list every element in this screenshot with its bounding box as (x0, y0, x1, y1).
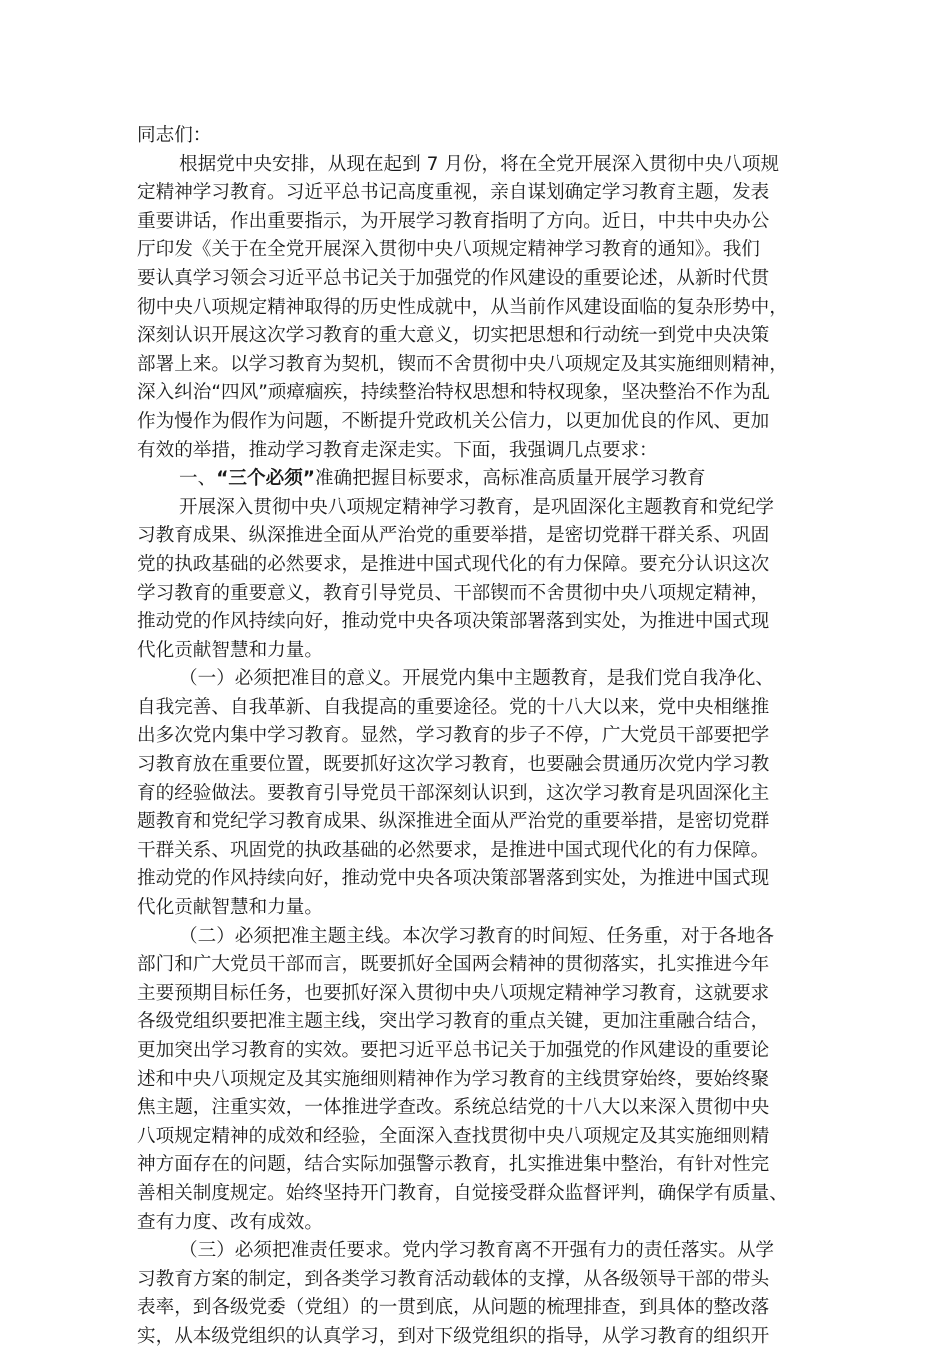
text-line: 焦主题，注重实效，一体推进学查改。系统总结党的十八大以来深入贯彻中央 (137, 1097, 770, 1119)
paragraph-overview (137, 494, 813, 666)
paragraph-point-2 (137, 923, 813, 1238)
text-line: 习教育方案的制定，到各类学习教育活动载体的支撑，从各级领导干部的带头 (137, 1268, 770, 1290)
text-line: 习教育成果、纵深推进全面从严治党的重要举措，是密切党群干群关系、巩固 (137, 525, 770, 547)
text-line: 作为慢作为假作为问题，不断提升党政机关公信力，以更加优良的作风、更加 (137, 410, 770, 432)
text-line: 述和中央八项规定及其实施细则精神作为学习教育的主线贯穿始终，要始终聚 (137, 1068, 770, 1090)
text-line: 要认真学习领会习近平总书记关于加强党的作风建设的重要论述，从新时代贯 (137, 267, 770, 289)
document-page (137, 122, 813, 1352)
text-line: 部门和广大党员干部而言，既要抓好全国两会精神的贯彻落实，扎实推进今年 (137, 954, 770, 976)
text-line: 学习教育的重要意义，教育引导党员、干部锲而不舍贯彻中央八项规定精神， (137, 582, 770, 604)
section-heading (137, 465, 813, 494)
text-line: 神方面存在的问题，结合实际加强警示教育，扎实推进集中整治，有针对性完 (137, 1154, 770, 1176)
text-line: 有效的举措，推动学习教育走深走实。下面，我强调几点要求： (137, 439, 658, 461)
text-line: 推动党的作风持续向好，推动党中央各项决策部署落到实处，为推进中国式现 (137, 611, 770, 633)
text-line: 八项规定精神的成效和经验，全面深入查找贯彻中央八项规定及其实施细则精 (137, 1125, 770, 1147)
paragraph-point-1 (137, 665, 813, 922)
salutation: 同志们： (137, 125, 212, 146)
text-line: 查有力度、改有成效。 (137, 1211, 323, 1233)
text-line: 代化贡献智慧和力量。 (137, 897, 323, 919)
text-line: 表率，到各级党委（党组）的一贯到底，从问题的梳理排查，到具体的整改落 (137, 1297, 770, 1319)
text-line: 重要讲话，作出重要指示，为开展学习教育指明了方向。近日，中共中央办公 (137, 210, 770, 232)
text-line: 各级党组织要把准主题主线，突出学习教育的重点关键，更加注重融合结合， (137, 1011, 770, 1033)
text-line: （三）必须把准责任要求。党内学习教育离不开强有力的责任落实。从学 (179, 1240, 775, 1262)
text-line: 部署上来。以学习教育为契机，锲而不舍贯彻中央八项规定及其实施细则精神， (137, 353, 788, 375)
text-line: 根据党中央安排，从现在起到 7 月份，将在全党开展深入贯彻中央八项规 (179, 153, 780, 175)
text-line: 更加突出学习教育的实效。要把习近平总书记关于加强党的作风建设的重要论 (137, 1040, 770, 1061)
text-line: 实，从本级党组织的认真学习，到对下级党组织的指导，从学习教育的组织开 (137, 1325, 770, 1347)
heading-bold: “三个必须” (216, 468, 316, 490)
text-line: 深入纠治“四风”顽瘴痼疾，持续整治特权思想和特权现象，坚决整治不作为乱 (137, 382, 770, 404)
text-line: 出多次党内集中学习教育。显然，学习教育的步子不停，广大党员干部要把学 (137, 725, 770, 747)
text-line: 厅印发《关于在全党开展深入贯彻中央八项规定精神学习教育的通知》。我们 (137, 239, 760, 261)
paragraph-intro (137, 151, 813, 466)
text-line: 定精神学习教育。习近平总书记高度重视，亲自谋划确定学习教育主题，发表 (137, 182, 770, 204)
text-line: 干群关系、巩固党的执政基础的必然要求，是推进中国式现代化的有力保障。 (137, 839, 770, 861)
text-line: 党的执政基础的必然要求，是推进中国式现代化的有力保障。要充分认识这次 (137, 553, 770, 575)
heading-rest: 准确把握目标要求，高标准高质量开展学习教育 (315, 468, 706, 490)
text-line: 开展深入贯彻中央八项规定精神学习教育，是巩固深化主题教育和党纪学 (179, 496, 775, 518)
text-line: 推动党的作风持续向好，推动党中央各项决策部署落到实处，为推进中国式现 (137, 868, 770, 890)
text-line: 代化贡献智慧和力量。 (137, 639, 323, 661)
heading-prefix: 一、 (179, 468, 217, 490)
text-line: 彻中央八项规定精神取得的历史性成就中，从当前作风建设面临的复杂形势中， (137, 296, 788, 318)
paragraph-point-3 (137, 1237, 813, 1351)
text-line: 习教育放在重要位置，既要抓好这次学习教育，也要融会贯通历次党内学习教 (137, 754, 770, 776)
text-line: （二）必须把准主题主线。本次学习教育的时间短、任务重，对于各地各 (179, 925, 775, 947)
text-line: 自我完善、自我革新、自我提高的重要途径。党的十八大以来，党中央相继推 (137, 696, 770, 718)
text-line: 主要预期目标任务，也要抓好深入贯彻中央八项规定精神学习教育，这就要求 (137, 982, 770, 1004)
text-line: 育的经验做法。要教育引导党员干部深刻认识到，这次学习教育是巩固深化主 (137, 782, 770, 804)
text-line: 善相关制度规定。始终坚持开门教育，自觉接受群众监督评判，确保学有质量、 (137, 1182, 788, 1204)
text-line: 题教育和党纪学习教育成果、纵深推进全面从严治党的重要举措，是密切党群 (137, 811, 770, 833)
text-line: 深刻认识开展这次学习教育的重大意义，切实把思想和行动统一到党中央决策 (137, 325, 770, 347)
text-line: （一）必须把准目的意义。开展党内集中主题教育，是我们党自我净化、 (179, 668, 775, 690)
